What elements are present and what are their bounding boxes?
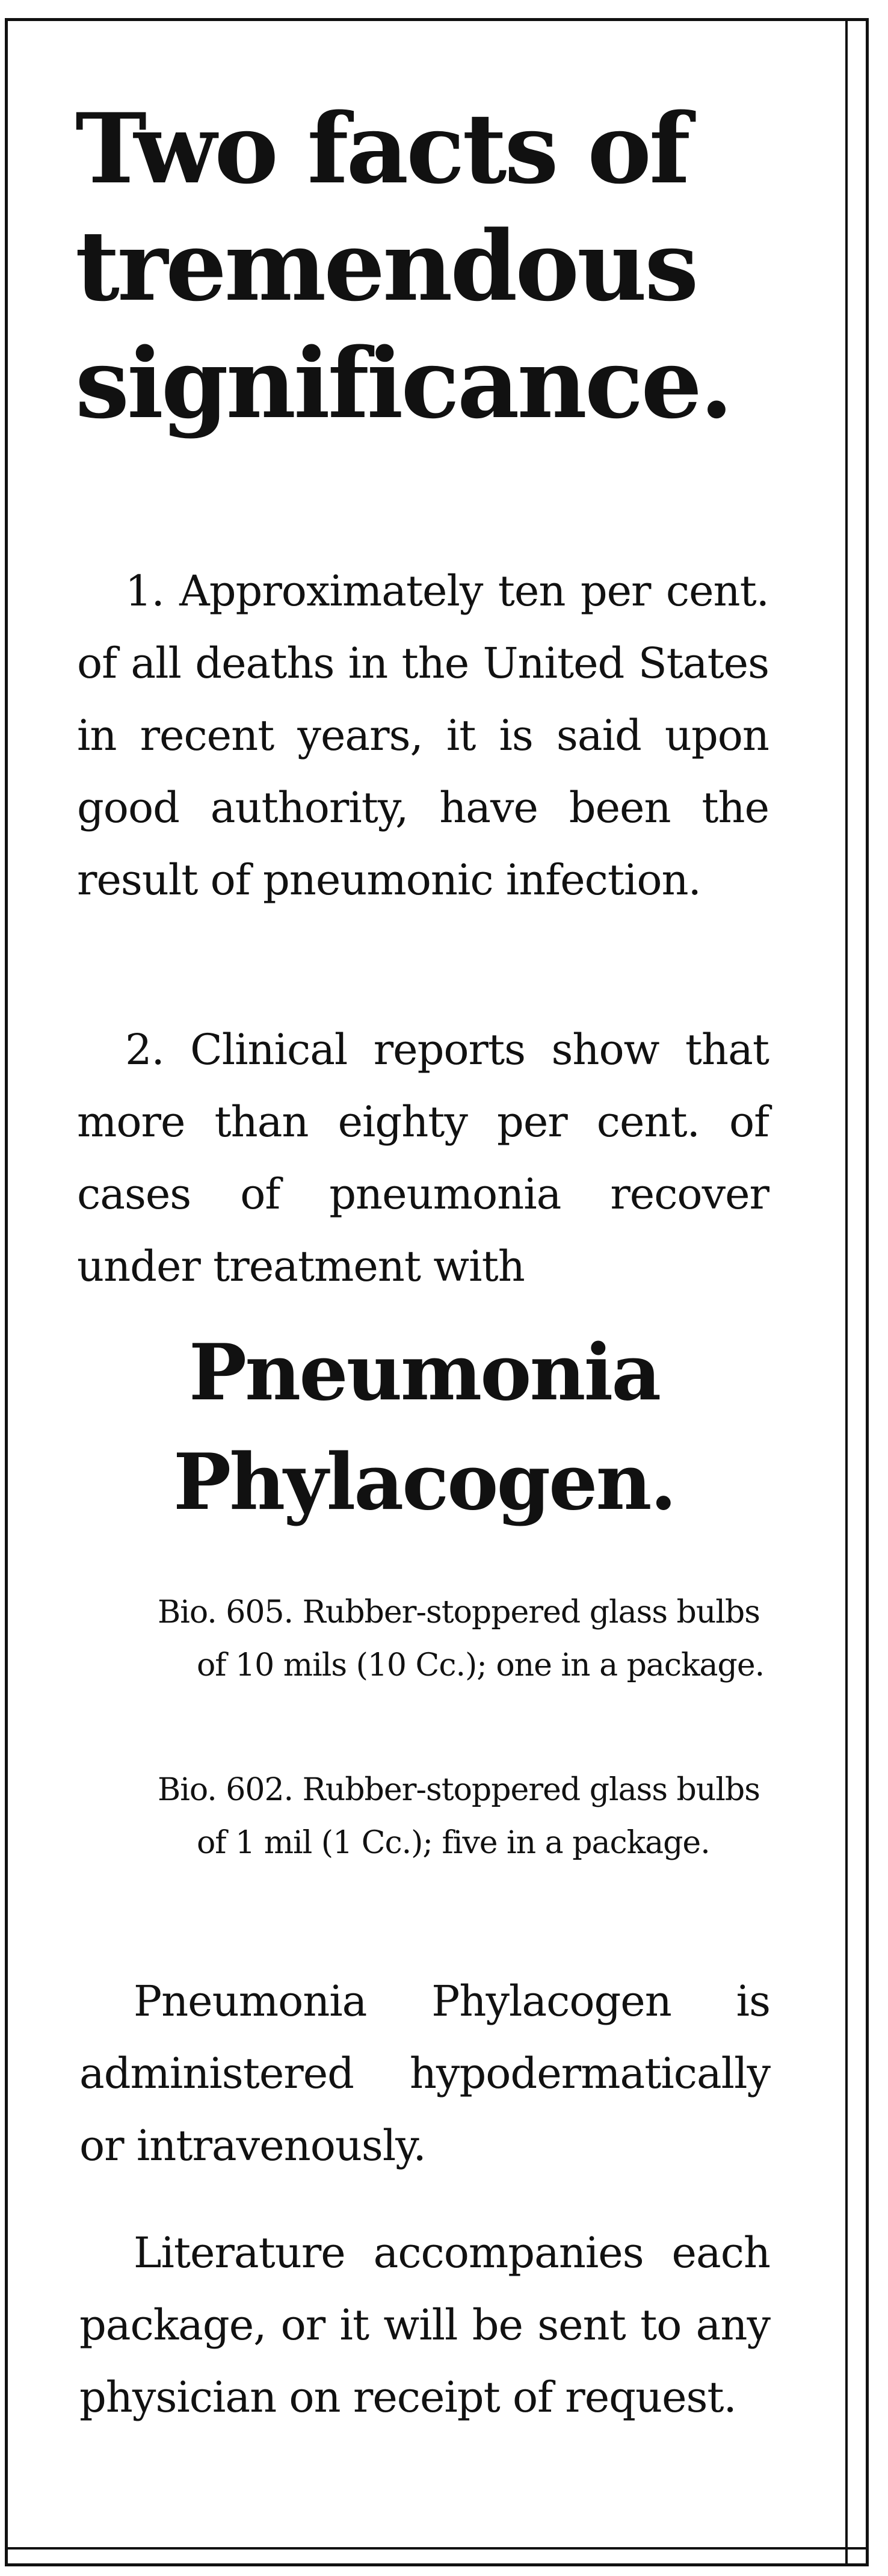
literature-paragraph: Literature accompanies each package, or it will be sent to any physician on receipt of request. (79, 2228, 770, 2422)
package-spec-bio-602: Bio. 602. Rubber-stoppered glass bulbs of 1 mil (1 Cc.); five in a package. (158, 1772, 760, 1861)
package-spec-bio-605: Bio. 605. Rubber-stoppered glass bulbs of 10 mils (10 Cc.); one in a package. (158, 1594, 765, 1683)
headline: Two facts of tremendous significance. (75, 92, 731, 440)
administration-paragraph: Pneumonia Phylacogen is administered hypodermatically or intravenously. (79, 1977, 770, 2170)
product-name: Pneumonia Phylacogen. (173, 1328, 676, 1528)
fact-1-paragraph: 1. Approximately ten per cent. of all deaths in the United States in recent years, it is said upon good authority, have been the result of pneumonic infection. (77, 566, 769, 905)
fact-2-paragraph: 2. Clinical reports show that more than eighty per cent. of cases of pneumonia recover under treatment with (77, 1025, 769, 1291)
